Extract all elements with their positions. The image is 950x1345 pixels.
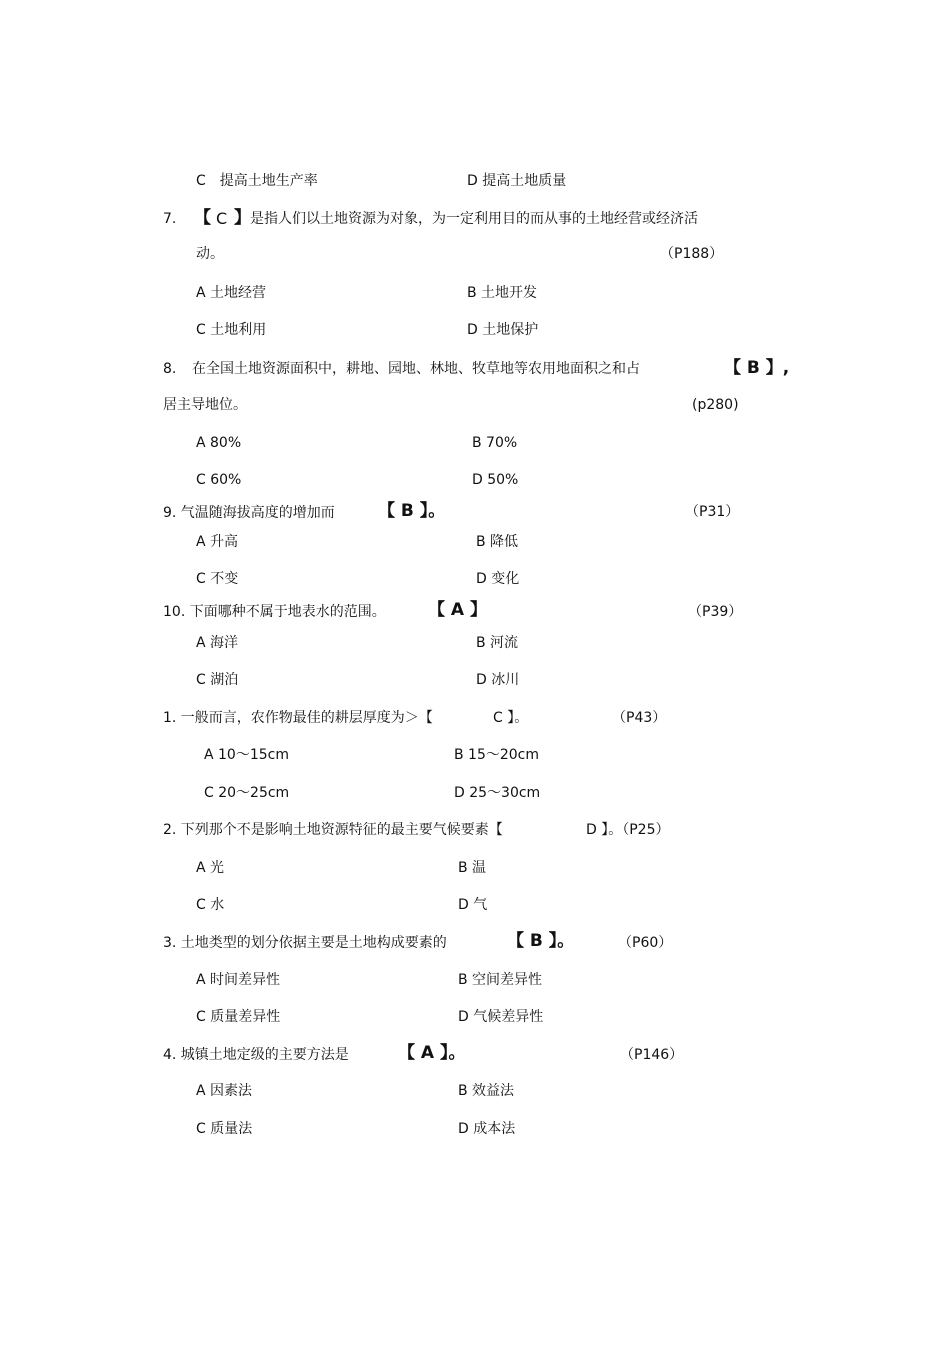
option-b: B 土地开发	[467, 285, 538, 301]
option-d: D 50%	[472, 472, 519, 488]
answer-letter: C	[216, 209, 228, 228]
option-b: B 15～20cm	[454, 747, 540, 763]
option-a: A 升高	[196, 534, 239, 550]
answer-bracket: 【 B 】。	[378, 501, 446, 521]
question-text: 在全国土地资源面积中，耕地、园地、林地、牧草地等农用地面积之和占	[192, 361, 640, 377]
question-text-cont: 居主导地位。	[163, 397, 247, 413]
page-ref: （P146）	[620, 1047, 684, 1063]
page-ref: （P43）	[612, 710, 667, 726]
question-text: 10. 下面哪种不属于地表水的范围。	[163, 604, 386, 620]
option-a: A 土地经营	[196, 285, 267, 301]
page-ref: (p280)	[692, 397, 739, 413]
option-d: D 土地保护	[467, 322, 539, 338]
question-text: 2. 下列那个不是影响土地资源特征的最主要气候要素【	[163, 822, 503, 838]
option-a: A 10～15cm	[204, 747, 289, 763]
answer-bracket: 【 B 】,	[724, 358, 790, 378]
option-b: B 空间差异性	[458, 972, 543, 988]
question-text: 4. 城镇土地定级的主要方法是	[163, 1047, 349, 1063]
option-c: C 水	[196, 897, 225, 913]
question-text: 1. 一般而言，农作物最佳的耕层厚度为＞【	[163, 710, 433, 726]
option-a: A 因素法	[196, 1083, 253, 1099]
question-text-cont: 动。	[196, 246, 224, 262]
answer-bracket-open: 【	[194, 208, 211, 228]
page-ref: （P60）	[618, 935, 673, 951]
option-d: D 25～30cm	[454, 785, 541, 801]
option-d: D 气候差异性	[458, 1009, 544, 1025]
answer-bracket-close: 】	[234, 208, 251, 228]
question-text: 是指人们以土地资源为对象，为一定利用目的而从事的土地经营或经济活	[250, 211, 698, 227]
option-c: C 60%	[196, 472, 242, 488]
option-d: D 气	[458, 897, 488, 913]
answer-bracket: 【 A 】。	[398, 1043, 466, 1063]
answer-bracket: 【 B 】。	[507, 931, 575, 951]
option-c: C 土地利用	[196, 322, 267, 338]
answer: C 】。	[493, 710, 529, 726]
option-b: B 河流	[476, 635, 519, 651]
option-c: C 质量法	[196, 1121, 253, 1137]
question-text: 3. 土地类型的划分依据主要是土地构成要素的	[163, 935, 447, 951]
option-a: A 光	[196, 860, 225, 876]
option-c: C 质量差异性	[196, 1009, 281, 1025]
option-c: C 提高土地生产率	[196, 173, 318, 189]
page-ref: （P39）	[688, 604, 743, 620]
option-b: B 70%	[472, 435, 518, 451]
option-b: B 温	[458, 860, 487, 876]
option-c: C 湖泊	[196, 672, 239, 688]
option-a: A 海洋	[196, 635, 239, 651]
option-a: A 80%	[196, 435, 242, 451]
option-b: B 降低	[476, 534, 519, 550]
question-number: 7.	[163, 211, 177, 227]
option-d: D 变化	[476, 571, 520, 587]
page-ref: （P31）	[685, 504, 740, 520]
option-d: D 提高土地质量	[467, 173, 567, 189]
question-number: 8.	[163, 361, 177, 377]
question-text: 9. 气温随海拔高度的增加而	[163, 505, 335, 521]
page-ref: （P188）	[660, 246, 724, 262]
answer: D 】。（P25）	[586, 822, 670, 838]
option-d: D 成本法	[458, 1121, 516, 1137]
answer-bracket: 【 A 】	[428, 600, 487, 620]
option-b: B 效益法	[458, 1083, 515, 1099]
option-a: A 时间差异性	[196, 972, 281, 988]
option-c: C 不变	[196, 571, 239, 587]
option-c: C 20～25cm	[204, 785, 290, 801]
option-d: D 冰川	[476, 672, 520, 688]
